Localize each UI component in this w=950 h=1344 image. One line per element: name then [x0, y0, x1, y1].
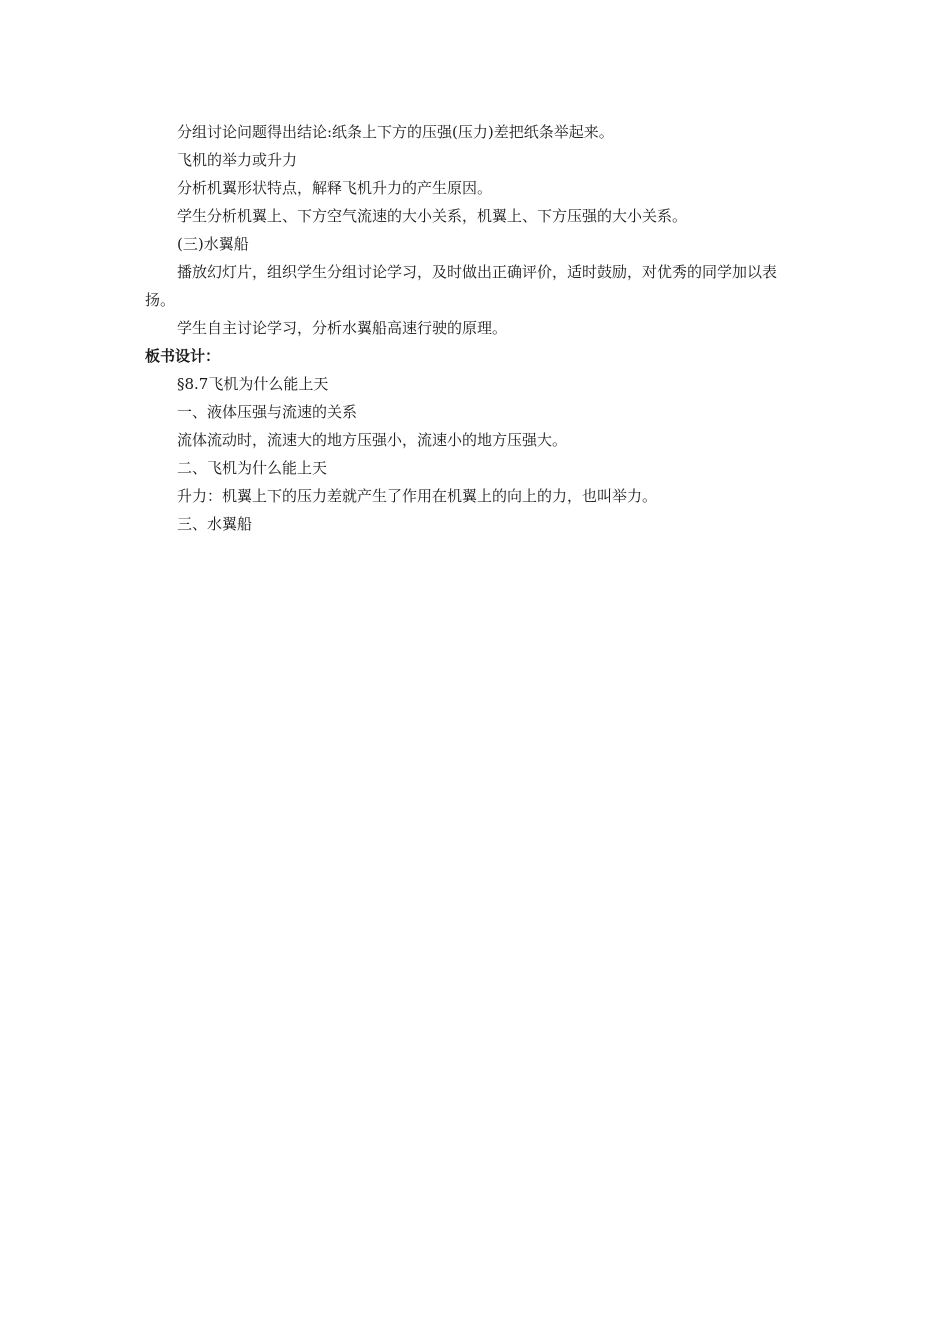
board-line-fluid-rule: 流体流动时，流速大的地方压强小，流速小的地方压强大。: [177, 431, 568, 449]
board-line-lift-definition: 升力：机翼上下的压力差就产生了作用在机翼上的向上的力，也叫举力。: [177, 487, 658, 505]
board-design-heading: 板书设计：: [145, 347, 221, 365]
board-line-section-2: 二、飞机为什么能上天: [177, 459, 328, 477]
paragraph-hydrofoil-principle: 学生自主讨论学习，分析水翼船高速行驶的原理。: [177, 319, 508, 337]
document-body: [145, 118, 805, 538]
board-line-section-3: 三、水翼船: [177, 515, 253, 533]
board-line-title: §8.7飞机为什么能上天: [177, 375, 329, 393]
board-line-section-1: 一、液体压强与流速的关系: [177, 403, 358, 421]
paragraph-hydrofoil-title: (三)水翼船: [177, 235, 249, 253]
paragraph-lift-title: 飞机的举力或升力: [177, 151, 298, 169]
paragraph-wing-analysis: 学生分析机翼上、下方空气流速的大小关系，机翼上、下方压强的大小关系。: [177, 207, 688, 225]
paragraph-wing-shape: 分析机翼形状特点，解释飞机升力的产生原因。: [177, 179, 493, 197]
paragraph-conclusion: 分组讨论问题得出结论:纸条上下方的压强(压力)差把纸条举起来。: [177, 123, 614, 141]
paragraph-slides: 播放幻灯片，组织学生分组讨论学习，及时做出正确评价，适时鼓励，对优秀的同学加以表扬。: [145, 263, 778, 309]
